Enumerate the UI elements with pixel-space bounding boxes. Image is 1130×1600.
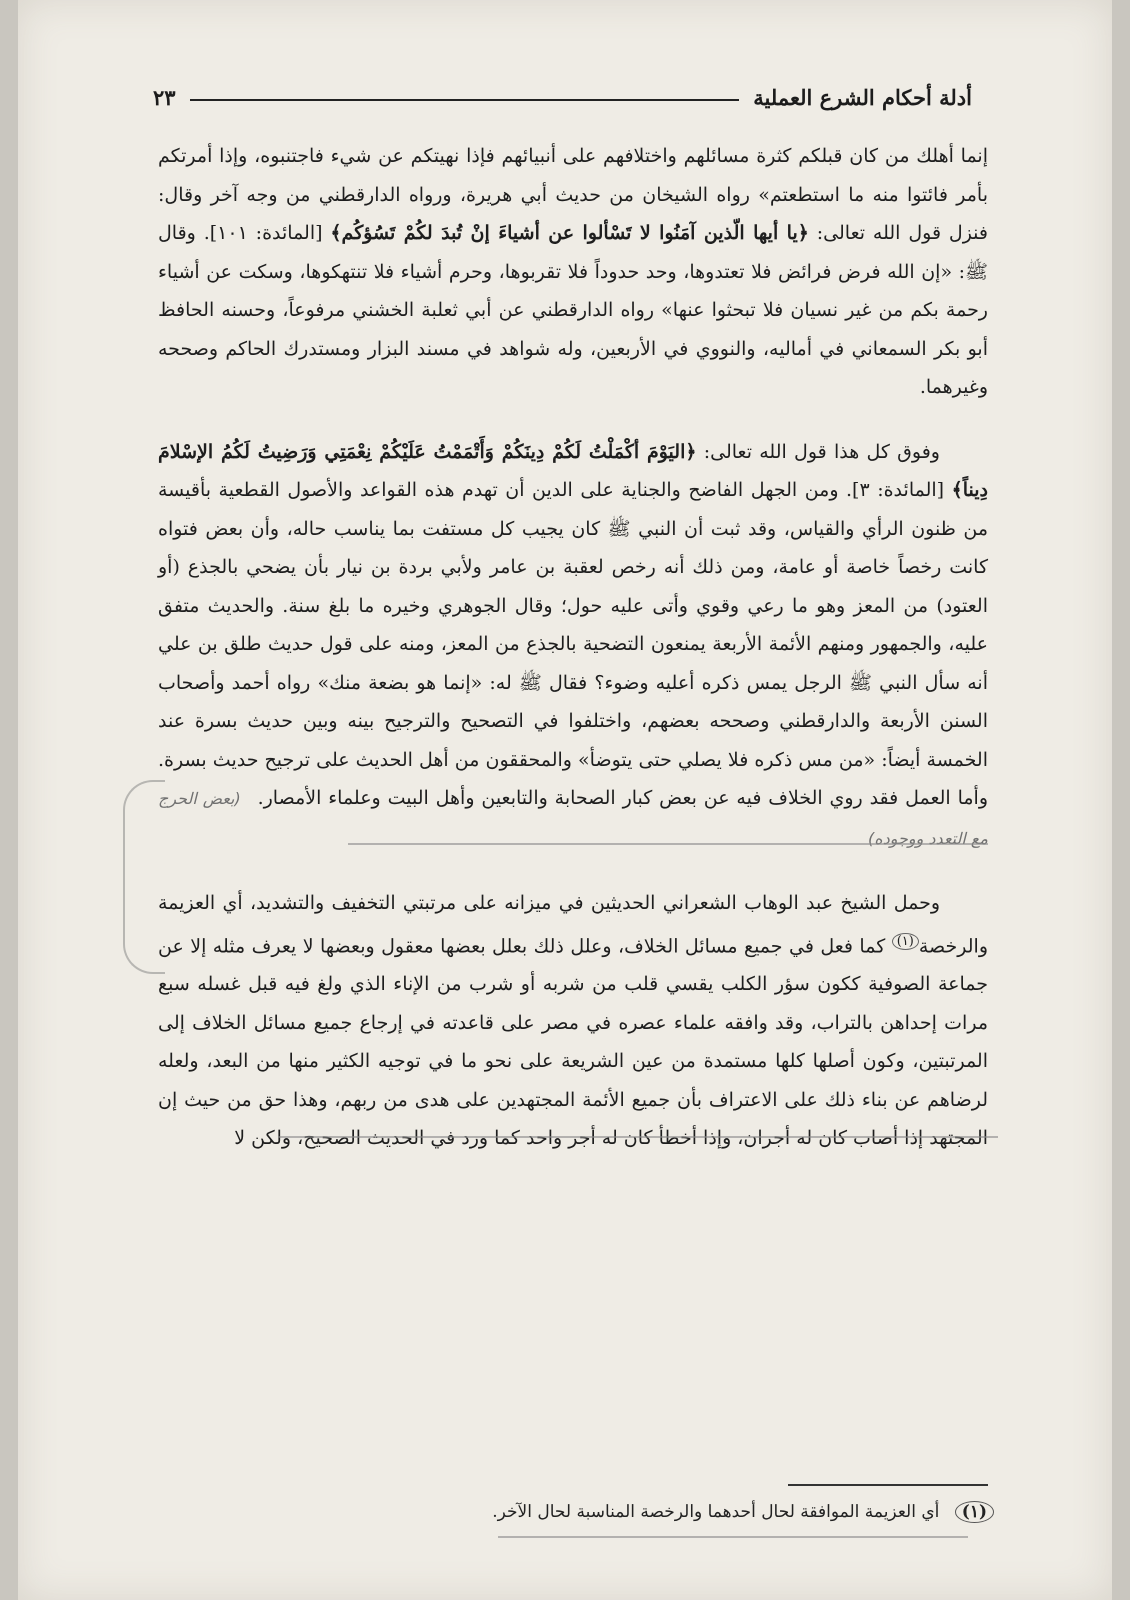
- handwritten-note: (بعض الحرج مع التعدد ووجوده): [158, 789, 988, 848]
- paragraph-3-text-a: وحمل الشيخ عبد الوهاب الشعراني الحديثين في ميزانه على مرتبتي التخفيف والتشديد، أي العزيمة والرخصة: [158, 892, 988, 957]
- footnote-reference[interactable]: (١): [892, 933, 919, 950]
- paragraph-2: [158, 433, 988, 859]
- pencil-underline-3: [498, 1536, 968, 1538]
- book-page: [18, 0, 1112, 1600]
- quran-verse-1: ﴿يا أيها الّذين آمَنُوا لا تَسْألوا عن أشياءَ إنْ تُبدَ لكُمْ تَسُؤكُم﴾: [330, 222, 809, 244]
- margin-pencil-bracket: [123, 780, 165, 974]
- pencil-underline-1: [348, 843, 988, 845]
- footnote-number: (١): [955, 1501, 994, 1523]
- page-number: ٢٣: [153, 85, 176, 110]
- paragraph-1-text-b: [المائدة: ١٠١]. وقال ﷺ: «إن الله فرض فرائض فلا تعتدوها، وحد حدوداً فلا تقربوها، وحرم أشياء فلا تنتهكوها، وسكت عن أشياء رحمة بكم من غير نسيان فلا تبحثوا عنها» رواه الدارقطني عن أبي ثعلبة الخشني مرفوعاً، وحسنه الحافظ أبو بكر السمعاني في أماليه، والنووي في الأربعين، وله شواهد في مسند البزار ومستدرك الحاكم وصححه وغيرهما.: [158, 222, 988, 398]
- paragraph-1-text-a: إنما أهلك من كان قبلكم كثرة مسائلهم واختلافهم على أنبيائهم فإذا نهيتكم عن شيء فاجتنبوه، وإذا أمرتكم بأمر فائتوا منه ما استطعتم» رواه الشيخان من حديث أبي هريرة، ورواه الدارقطني من وجه آخر وقال: فنزل قول الله تعالى:: [158, 145, 988, 244]
- footnote-separator: [788, 1484, 988, 1486]
- main-text: [158, 137, 988, 1158]
- paragraph-3: [158, 884, 988, 1158]
- footnote-text: أي العزيمة الموافقة لحال أحدهما والرخصة المناسبة لحال الآخر.: [492, 1502, 940, 1522]
- paragraph-1: [158, 137, 988, 407]
- paragraph-2-text-b: [المائدة: ٣]. ومن الجهل الفاضح والجناية على الدين أن تهدم هذه القواعد والأصول القطعية بأقيسة من ظنون الرأي والقياس، وقد ثبت أن النبي ﷺ كان يجيب كل مستفت بما يناسب حاله، وأن بعض فتواه كانت رخصاً خاصة أو عامة، ومن ذلك أنه رخص لعقبة بن عامر ولأبي بردة بن نيار بأن يضحي بالجذع (أو العتود) من المعز وهو ما رعي وقوي وأتى عليه حول؛ وقال الجوهري وخيره ما بلغ سنة. والحديث متفق عليه، والجمهور ومنهم الأئمة الأربعة يمنعون التضحية بالجذع من المعز، ومنه على قول حديث طلق بن علي أنه سأل النبي ﷺ الرجل يمس ذكره أعليه وضوء؟ فقال ﷺ له: «إنما هو بضعة منك» رواه أحمد وأصحاب السنن الأربعة والدارقطني وصححه بعضهم، واختلفوا في التصحيح والترجيح بينه وبين حديث بسرة عند الخمسة أيضاً: «من مس ذكره فلا يصلي حتى يتوضأ» والمحققون من أهل الحديث على ترجيح حديث بسرة. وأما العمل فقد روي الخلاف فيه عن بعض كبار الصحابة والتابعين وأهل البيت وعلماء الأمصار.: [158, 479, 988, 809]
- pencil-underline-2: [278, 1136, 998, 1138]
- running-header: [153, 70, 972, 110]
- paragraph-3-text-b: كما فعل في جميع مسائل الخلاف، وعلل ذلك بعلل بعضها معقول وبعضها لا يعرف مثله إلا عن جماعة الصوفية ككون سؤر الكلب يقسي قلب من شربه أو شرب من الإناء الذي ولغ فيه قبل غسله سبع مرات إحداهن بالتراب، وقد وافقه علماء عصره في مصر على قاعدته في إرجاع جميع مسائل الخلاف إلى المرتبتين، وكون أصلها كلها مستمدة من عين الشريعة على نحو ما في توجيه الكثير منها من البعد، ولعله لرضاهم عن بناء ذلك على الاعتراف بأن جميع الأئمة المجتهدين على هدى من ربهم، وهذا حق من حيث إن المجتهد إذا أصاب كان له أجران، وإذا أخطأ كان له أجر واحد كما ورد في الحديث الصحيح، ولكن لا: [158, 934, 988, 1150]
- footnote: [294, 1498, 994, 1526]
- paragraph-2-text-a: وفوق كل هذا قول الله تعالى:: [703, 440, 940, 463]
- quran-verse-2: ﴿اليَوْمَ أكْمَلْتُ لَكُمْ دِينَكُمْ وَأَتْمَمْتُ عَلَيْكُمْ نِعْمَتِي وَرَضِيتُ لَكُمُ الإسْلامَ دِيناً﴾: [158, 440, 988, 501]
- chapter-title: أدلة أحكام الشرع العملية: [753, 85, 972, 110]
- header-rule: [190, 99, 740, 101]
